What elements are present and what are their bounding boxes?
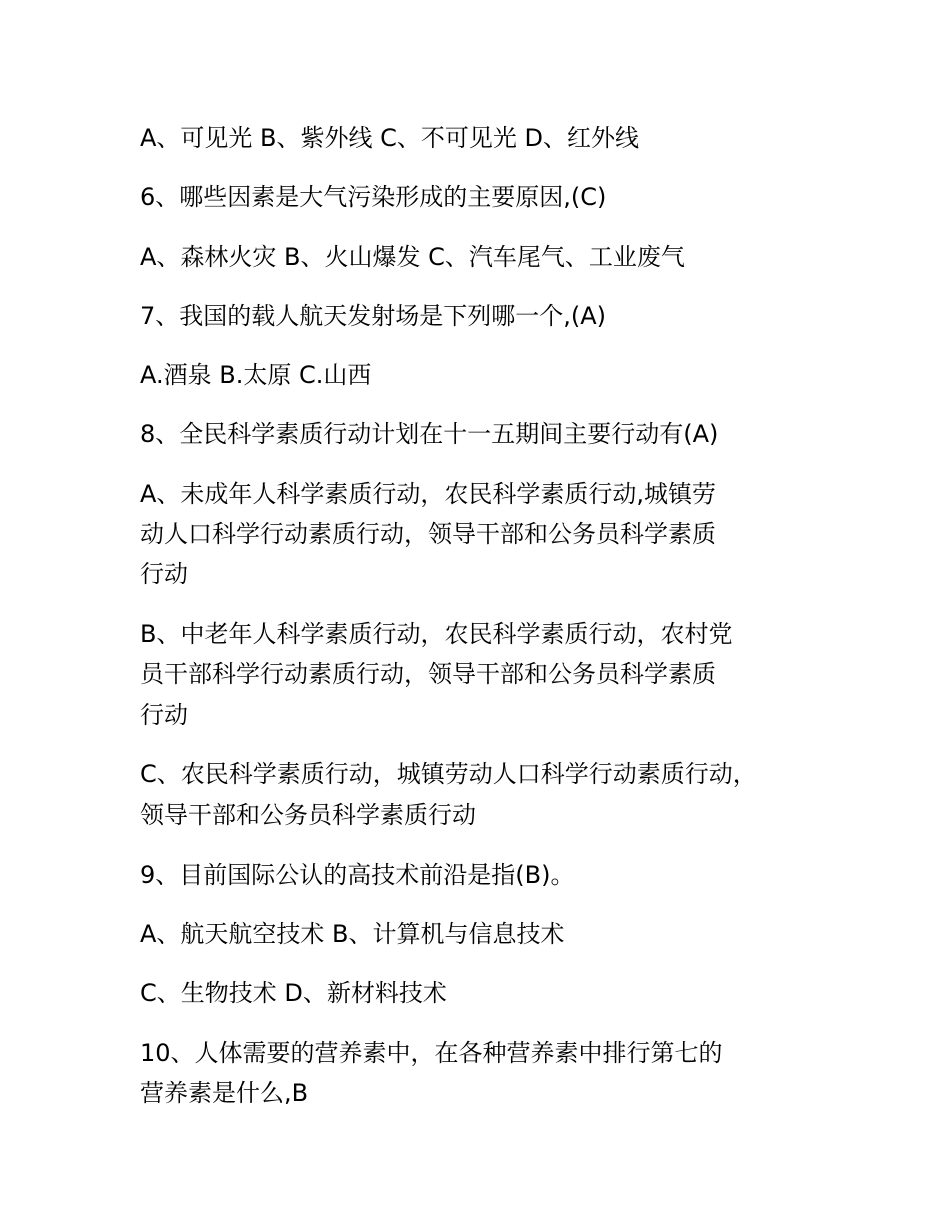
answer-option-a-continued: 行动 (140, 560, 188, 588)
answer-option-b-continued: 行动 (140, 701, 188, 729)
question-8: 8、全民科学素质行动计划在十一五期间主要行动有(A) (140, 420, 719, 448)
answer-option-b: B、中老年人科学素质行动，农民科学素质行动，农村党 (140, 620, 733, 648)
question-10-continued: 营养素是什么,B (140, 1079, 309, 1107)
answer-option-c-continued: 领导干部和公务员科学素质行动 (140, 801, 476, 829)
answer-option-a-continued: 动人口科学行动素质行动，领导干部和公务员科学素质 (140, 520, 716, 548)
question-7: 7、我国的载人航天发射场是下列哪一个,(A) (140, 302, 607, 330)
answer-options-line: A、森林火灾 B、火山爆发 C、汽车尾气、工业废气 (140, 243, 685, 271)
question-9: 9、目前国际公认的高技术前沿是指(B)。 (140, 861, 575, 889)
answer-options-line: A.酒泉 B.太原 C.山西 (140, 361, 372, 389)
answer-options-line: A、可见光 B、紫外线 C、不可见光 D、红外线 (140, 124, 640, 152)
answer-options-line: A、航天航空技术 B、计算机与信息技术 (140, 920, 565, 948)
answer-option-a: A、未成年人科学素质行动，农民科学素质行动,城镇劳 (140, 480, 717, 508)
answer-option-c: C、农民科学素质行动，城镇劳动人口科学行动素质行动， (140, 760, 757, 788)
question-10: 10、人体需要的营养素中，在各种营养素中排行第七的 (140, 1039, 723, 1067)
answer-option-b-continued: 员干部科学行动素质行动，领导干部和公务员科学素质 (140, 660, 716, 688)
answer-options-line: C、生物技术 D、新材料技术 (140, 979, 447, 1007)
question-6: 6、哪些因素是大气污染形成的主要原因,(C) (140, 183, 607, 211)
